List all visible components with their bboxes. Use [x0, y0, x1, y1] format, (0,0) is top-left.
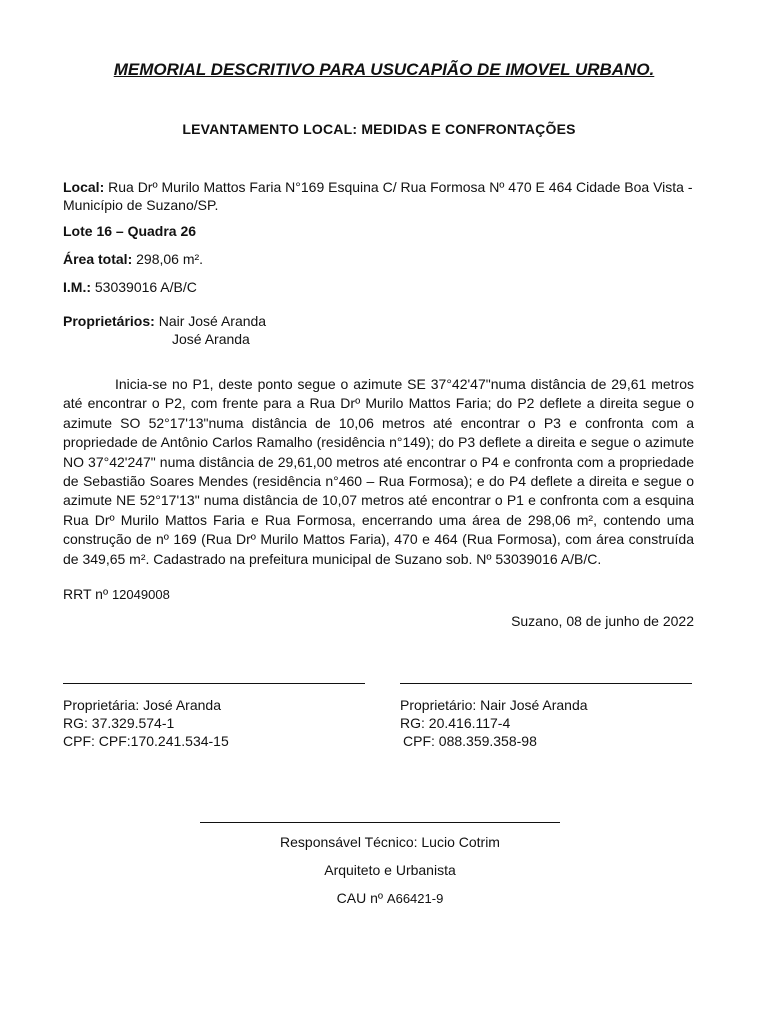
local-label: Local:: [63, 179, 105, 195]
rrt-label: RRT nº: [63, 586, 109, 602]
area-total-line: [63, 251, 203, 269]
area-label: Área total:: [63, 251, 133, 267]
cau-value: A66421-9: [386, 891, 444, 906]
document-subtitle: LEVANTAMENTO LOCAL: MEDIDAS E CONFRONTAÇÕES: [182, 121, 576, 137]
im-value: 53039016 A/B/C: [94, 279, 197, 295]
tecnico-profession: Arquiteto e Urbanista: [324, 862, 456, 878]
area-value: 298,06 m².: [136, 251, 204, 267]
signature-line-left: [63, 683, 365, 684]
rrt-value: 12049008: [111, 587, 170, 602]
rrt-line: [63, 586, 170, 604]
local-line: [63, 179, 694, 214]
signature-line-tecnico: [200, 822, 560, 823]
document-date: Suzano, 08 de junho de 2022: [511, 613, 694, 629]
cau-label: CAU nº: [336, 890, 384, 906]
document-title: MEMORIAL DESCRITIVO PARA USUCAPIÃO DE IMOVEL URBANO.: [113, 60, 655, 79]
tecnico-role: Responsável Técnico: Lucio Cotrim: [280, 834, 500, 850]
proprietarios-line: [63, 313, 266, 331]
im-line: [63, 279, 197, 297]
signer-right-cpf: CPF: 088.359.358-98: [403, 733, 537, 749]
signature-line-right: [400, 683, 692, 684]
signer-right-role: Proprietário: Nair José Aranda: [400, 697, 588, 713]
proprietario-name-2: José Aranda: [172, 331, 250, 347]
cau-line: [180, 890, 600, 908]
signer-left-cpf: CPF: CPF:170.241.534-15: [63, 733, 229, 749]
signer-left-rg: RG: 37.329.574-1: [63, 715, 175, 731]
lote-quadra: Lote 16 – Quadra 26: [63, 223, 197, 239]
descricao-paragraph: Inicia-se no P1, deste ponto segue o azimute SE 37°42'47"numa distância de 29,61 metros até encontrar o P2, com frente para a Rua Drº Murilo Mattos Faria; do P2 deflete a direita segue o azimute SO 52°17'13"numa distância de 10,06 metros até encontrar o P3 e confronta com a propriedade de Antônio Carlos Ramalho (residência n°149); do P3 deflete a direita e segue o azimute NO 37°42'247" numa distância de 29,61,00 metros até encontrar o P4 e confronta com a propriedade de Sebastião Soares Mendes (residência n°460 – Rua Formosa); e do P4 deflete a direita e segue o azimute NE 52°17'13" numa distância de 10,07 metros até encontrar o P1 e confronta com a esquina Rua Drº Murilo Mattos Faria e Rua Formosa, encerrando uma área de 298,06 m², contendo uma construção de nº 169 (Rua Drº Murilo Mattos Faria), 470 e 464 (Rua Formosa), com área construída de 349,65 m². Cadastrado na prefeitura municipal de Suzano sob. Nº 53039016 A/B/C.: [63, 376, 694, 567]
signer-right-rg: RG: 20.416.117-4: [400, 715, 511, 731]
proprietarios-label: Proprietários:: [63, 313, 155, 329]
im-label: I.M.:: [63, 279, 91, 295]
proprietario-name-1: Nair José Aranda: [158, 313, 267, 329]
signer-left-role: Proprietária: José Aranda: [63, 697, 221, 713]
local-value: Rua Drº Murilo Mattos Faria N°169 Esquina C/ Rua Formosa Nº 470 E 464 Cidade Boa Vista - Município de Suzano/SP.: [63, 179, 693, 213]
